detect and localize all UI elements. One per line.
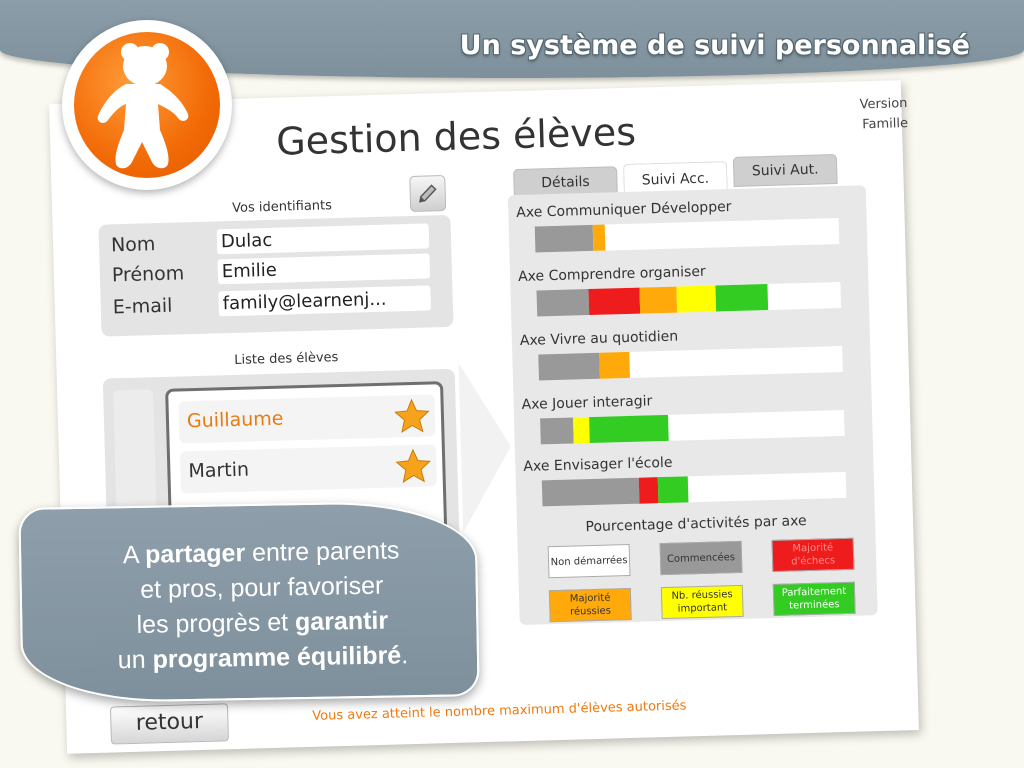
bar-segment-parfaitement-terminees (589, 415, 669, 443)
identifiants-panel (98, 215, 453, 337)
prenom-field[interactable]: Emilie (217, 253, 430, 284)
student-name: Martin (188, 458, 250, 483)
pencil-icon (415, 181, 440, 206)
bar-segment-majorite-reussies (640, 287, 677, 314)
bar-segment-parfaitement-terminees (657, 476, 688, 503)
tab-suivi-acc[interactable]: Suivi Acc. (623, 161, 728, 196)
retour-button[interactable]: retour (110, 703, 229, 744)
star-icon[interactable] (394, 446, 433, 485)
tab-details[interactable]: Détails (513, 166, 618, 199)
legend-non-demarrees: Non démarrées (548, 544, 631, 578)
legend-majorite-echecs: Majorité d'échecs (772, 538, 855, 572)
bar-segment-nb-reussies-important (676, 285, 716, 312)
axe-bar (540, 410, 845, 444)
axe-label: Axe Envisager l'école (523, 454, 673, 475)
bar-segment-nb-reussies-important (573, 417, 589, 443)
bar-segment-commencees (542, 478, 640, 507)
legend-title: Pourcentage d'activités par axe (585, 513, 807, 536)
prenom-label: Prénom (111, 262, 185, 287)
arrow-shape (458, 361, 515, 532)
axe-label: Axe Jouer interagir (521, 393, 653, 413)
legend-majorite-reussies: Majorité réussies (549, 588, 632, 622)
callout-text: A partager entre parents et pros, pour favoriser les progrès et garantir un programme équilibré. (117, 536, 409, 675)
axe-label: Axe Comprendre organiser (517, 263, 706, 285)
bar-segment-commencees (535, 225, 593, 253)
banner-headline: Un système de suivi personnalisé (459, 30, 970, 61)
legend-commencees: Commencées (660, 541, 743, 575)
legend-parfaitement-terminees: Parfaitement terminées (773, 582, 856, 616)
app-logo (62, 20, 232, 190)
axe-bar (536, 282, 841, 316)
child-figure-icon (74, 32, 220, 178)
bar-segment-commencees (540, 418, 574, 445)
tab-suivi-aut[interactable]: Suivi Aut. (733, 154, 838, 187)
student-item-martin[interactable] (180, 444, 437, 493)
student-item-guillaume[interactable] (178, 394, 435, 443)
star-icon[interactable] (392, 396, 431, 435)
bar-segment-majorite-reussies (592, 225, 605, 251)
axe-bar (542, 472, 847, 506)
axe-label: Axe Vivre au quotidien (519, 328, 679, 349)
email-field[interactable]: family@learnenj... (218, 285, 431, 316)
bar-segment-commencees (536, 289, 588, 316)
axe-label: Axe Communiquer Développer (516, 199, 732, 222)
axes-panel (508, 185, 878, 625)
max-students-notice: Vous avez atteint le nombre maximum d'élèves autorisés (312, 698, 687, 724)
nom-field[interactable]: Dulac (217, 223, 430, 254)
identifiants-section-label: Vos identifiants (231, 198, 333, 216)
page-title: Gestion des élèves (275, 109, 637, 164)
axe-bar (538, 346, 843, 380)
liste-section-label: Liste des élèves (234, 350, 339, 368)
edit-button[interactable] (409, 175, 446, 212)
email-label: E-mail (112, 294, 173, 319)
bar-segment-majorite-echecs (588, 288, 640, 315)
version-label: Version Famille (859, 96, 909, 133)
bar-segment-commencees (538, 353, 599, 381)
bar-segment-majorite-echecs (639, 477, 658, 503)
callout-bubble (18, 500, 479, 704)
legend-nb-reussies-important: Nb. réussies important (661, 585, 744, 619)
student-name: Guillaume (186, 407, 284, 433)
bar-segment-majorite-reussies (599, 352, 630, 379)
bar-segment-parfaitement-terminees (716, 284, 768, 311)
nom-label: Nom (110, 233, 156, 257)
axe-bar (535, 218, 840, 252)
